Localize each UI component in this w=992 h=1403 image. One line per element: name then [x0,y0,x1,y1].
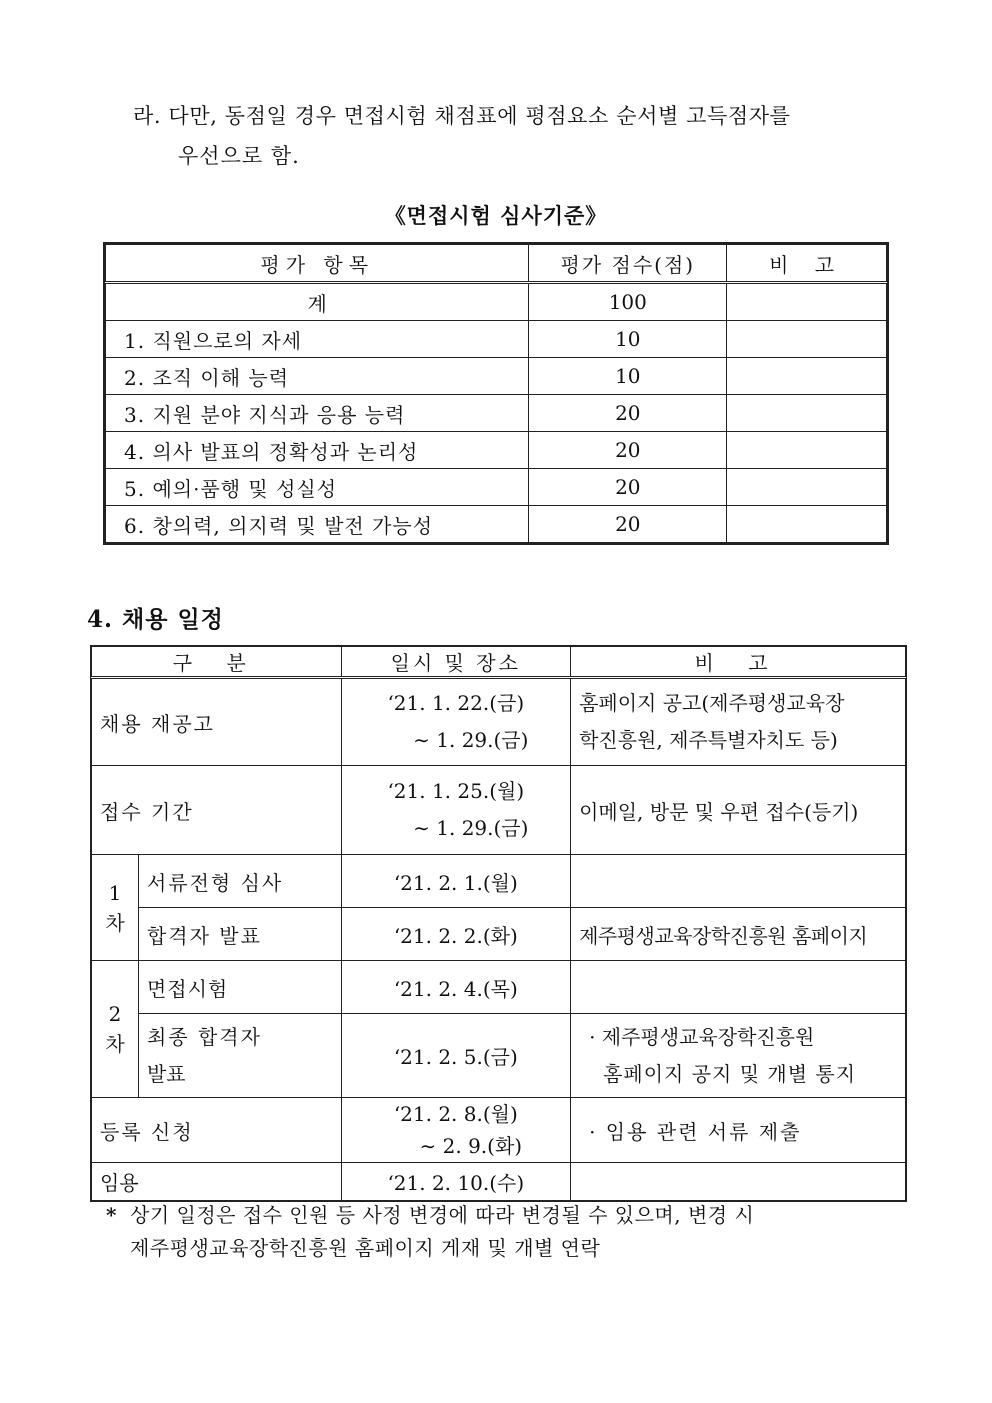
criteria-note [727,283,887,321]
schedule-date [341,766,571,855]
criteria-row [106,506,887,543]
schedule-note [571,1163,906,1201]
schedule-label: 등록 신청 [92,1098,342,1163]
schedule-note [571,855,906,908]
criteria-note [727,395,887,432]
criteria-note [727,469,887,506]
intro-paragraph [133,96,913,176]
criteria-row-total [106,283,887,321]
criteria-score: 10 [529,358,727,395]
schedule-label: 합격자 발표 [138,908,341,961]
schedule-table [91,646,906,1201]
criteria-header-note: 비 고 [727,245,887,283]
schedule-date-end: ∼ 1. 29.(금) [413,816,529,840]
criteria-score: 10 [529,321,727,358]
criteria-row [106,395,887,432]
schedule-date: ‘21. 2. 1.(월) [341,855,571,908]
criteria-item: 계 [106,283,529,321]
schedule-label: 채용 재공고 [92,678,342,766]
criteria-item: 4. 의사 발표의 정확성과 논리성 [106,432,529,469]
schedule-row [92,678,906,766]
schedule-date [341,678,571,766]
schedule-label-line: 발표 [146,1061,186,1086]
schedule-label: 임용 [92,1163,342,1201]
criteria-note [727,358,887,395]
schedule-label: 서류전형 심사 [138,855,341,908]
schedule-row [92,908,906,961]
schedule-header-category: 구 분 [92,647,342,678]
footnote-mark: * [106,1203,117,1227]
schedule-note-line: · 제주평생교육장학진흥원 [589,1024,815,1049]
schedule-header-row [92,647,906,678]
schedule-header-date: 일시 및 장소 [341,647,571,678]
criteria-header-score: 평가 점수(점) [529,245,727,283]
criteria-header-row [106,245,887,283]
schedule-note: 제주평생교육장학진흥원 홈페이지 [571,908,906,961]
schedule-date-start: ‘21. 1. 25.(월) [387,779,525,803]
schedule-note-line: 홈페이지 공고(제주평생교육장 [579,691,845,715]
criteria-note [727,506,887,543]
criteria-note [727,321,887,358]
schedule-date-start: ‘21. 1. 22.(금) [387,691,525,715]
schedule-date: ‘21. 2. 10.(수) [341,1163,571,1201]
schedule-date: ‘21. 2. 5.(금) [341,1014,571,1098]
criteria-score: 100 [529,283,727,321]
criteria-score: 20 [529,506,727,543]
schedule-row [92,1163,906,1201]
schedule-group-2: 2 차 [92,961,139,1098]
schedule-header-note: 비 고 [571,647,906,678]
schedule-label: 접수 기간 [92,766,342,855]
criteria-score: 20 [529,395,727,432]
schedule-date-end: ∼ 2. 9.(화) [419,1134,523,1158]
intro-line-2: 우선으로 함. [178,144,300,168]
criteria-row [106,469,887,506]
schedule-date-start: ‘21. 2. 8.(월) [393,1102,518,1126]
criteria-note [727,432,887,469]
schedule-footnote [106,1199,906,1265]
schedule-note-line: 학진흥원, 제주특별자치도 등) [579,728,838,752]
criteria-row [106,432,887,469]
criteria-item: 3. 지원 분야 지식과 응용 능력 [106,395,529,432]
schedule-row [92,766,906,855]
schedule-heading: 4. 채용 일정 [87,606,224,633]
schedule-date [341,1098,571,1163]
schedule-row [92,961,906,1014]
schedule-row [92,855,906,908]
criteria-table [105,244,887,543]
schedule-note: 이메일, 방문 및 우편 접수(등기) [571,766,906,855]
criteria-item: 1. 직원으로의 자세 [106,321,529,358]
schedule-row [92,1014,906,1098]
schedule-note [571,961,906,1014]
schedule-group-1: 1 차 [92,855,139,961]
criteria-item: 2. 조직 이해 능력 [106,358,529,395]
criteria-header-item: 평가 항목 [106,245,529,283]
schedule-note: · 임용 관련 서류 제출 [571,1098,906,1163]
intro-line-1: 라. 다만, 동점일 경우 면접시험 채점표에 평점요소 순서별 고득점자를 [133,104,791,128]
criteria-row [106,321,887,358]
schedule-note [571,678,906,766]
schedule-note-line: 홈페이지 공지 및 개별 통지 [603,1061,857,1086]
schedule-date: ‘21. 2. 2.(화) [341,908,571,961]
criteria-item: 6. 창의력, 의지력 및 발전 가능성 [106,506,529,543]
schedule-label-line: 최종 합격자 [146,1024,262,1049]
schedule-label: 면접시험 [138,961,341,1014]
schedule-note [571,1014,906,1098]
criteria-row [106,358,887,395]
schedule-label [138,1014,341,1098]
criteria-score: 20 [529,432,727,469]
schedule-row [92,1098,906,1163]
schedule-date: ‘21. 2. 4.(목) [341,961,571,1014]
footnote-line-1: 상기 일정은 접수 인원 등 사정 변경에 따라 변경될 수 있으며, 변경 시 [130,1203,755,1227]
schedule-date-end: ∼ 1. 29.(금) [413,728,529,752]
criteria-title: 《면접시험 심사기준》 [384,203,608,228]
criteria-score: 20 [529,469,727,506]
footnote-line-2: 제주평생교육장학진흥원 홈페이지 게재 및 개별 연락 [130,1236,601,1260]
criteria-item: 5. 예의·품행 및 성실성 [106,469,529,506]
